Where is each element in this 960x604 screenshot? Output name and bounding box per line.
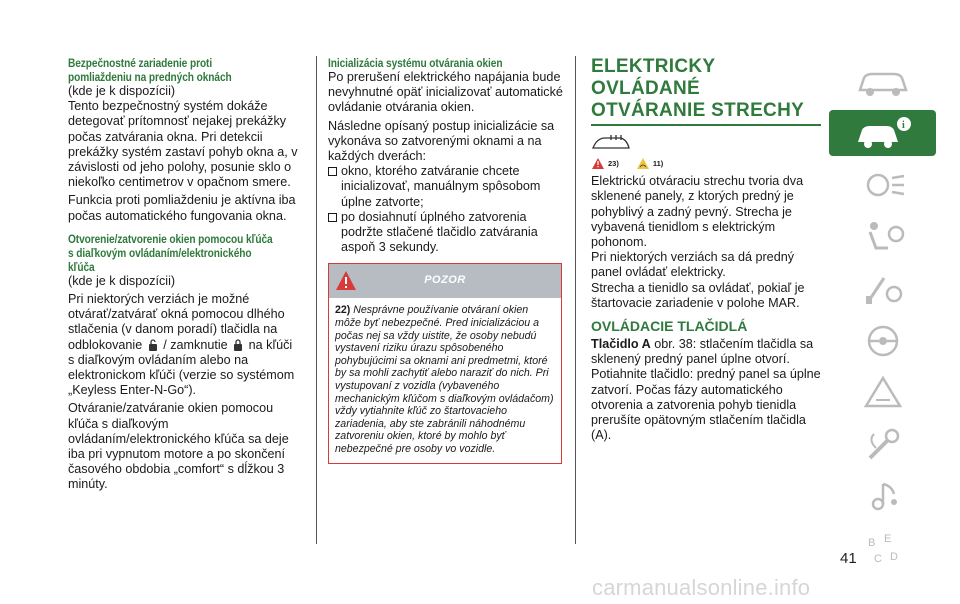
column-1	[68, 56, 300, 493]
list-item: okno, ktorého zatváranie chcete inicializovať, manuálnym spôsobom úplne zatvorte;	[328, 164, 564, 210]
sidebar-item-maintenance[interactable]	[829, 422, 936, 468]
subheading-buttons: OVLÁDACIE TLAČIDLÁ	[591, 318, 748, 335]
airbag-seat-icon	[854, 218, 912, 256]
car-info-icon	[854, 114, 912, 152]
reference-row	[591, 156, 821, 171]
column-divider-1	[316, 56, 317, 544]
warning-text: 22) Nesprávne používanie otváraní okien môže byť nebezpečné. Pred inicializáciou a počas nej sa vždy uistite, že osoby nebudú vystavení riziku úrazu spôsobeného pohybujúcimi sa oknami ani predmetmi, ktoré by sa mohli zachytiť alebo naraziť do nich. Pri vystupovaní z vozidla (vybaveného mechanickým kľúčom s diaľkovým ovládačom) vždy vytiahnite kľúč zo štartovacieho zariadenia, aby ste zabránili náhodnému zatvoreniu okien, ktoré by mohlo byť nebezpečné pre osoby vo vozidle.	[335, 304, 554, 455]
column-3	[591, 56, 821, 443]
svg-text:E: E	[883, 533, 891, 545]
bullet-icon	[328, 167, 337, 176]
feature-icon-row	[591, 132, 821, 152]
section-title: ELEKTRICKY OVLÁDANÉ OTVÁRANIE STRECHY	[591, 56, 805, 121]
warning-header	[329, 264, 561, 298]
sidebar-item-emergency[interactable]	[829, 370, 936, 416]
heading-window-init: Inicializácia systému otvárania okien	[328, 56, 503, 70]
column-2	[328, 56, 564, 464]
sidebar-item-car-info[interactable]	[829, 110, 936, 156]
steering-wheel-icon	[854, 322, 912, 360]
sidebar-item-multimedia[interactable]	[829, 474, 936, 520]
sidebar-item-lights[interactable]	[829, 162, 936, 208]
heading-anti-pinch: Bezpečnostné zariadenie proti pomliaždeniu na predných oknách	[68, 56, 232, 84]
warning-box	[328, 263, 562, 463]
svg-text:C: C	[873, 553, 882, 565]
heading-key-windows: Otvorenie/zatvorenie okien pomocou kľúča s diaľkovým ovládaním/elektronického kľúča	[68, 231, 273, 274]
warning-label: POZOR	[424, 274, 466, 287]
multimedia-icon	[854, 478, 912, 516]
paragraph-button-a-close: Potiahnite tlačidlo: predný panel sa úplne zatvorí. Počas fázy automatického otvorenia a zatvorenia pohyb tienidla prerušíte opätovným stlačením tlačidla (A).	[591, 367, 821, 443]
sunroof-icon	[591, 132, 631, 152]
watermark: carmanualsonline.info	[592, 575, 811, 600]
unlock-icon	[148, 339, 158, 351]
bullet-icon	[328, 213, 337, 222]
availability-note: (kde je k dispozícii)	[68, 84, 176, 98]
paragraph-button-a: Tlačidlo A obr. 38: stlačením tlačidla sa sklenený predný panel úplne otvorí.	[591, 337, 814, 367]
paragraph-key-windows-conditions: Otváranie/zatváranie okien pomocou kľúča s diaľkovým ovládaním/elektronického kľúča sa deje iba pri vypnutom motore a po skončení časového obdobia „comfort“ s dĺžkou 3 minúty.	[68, 401, 289, 492]
availability-note-2: (kde je k dispozícii)	[68, 273, 176, 288]
svg-text:B: B	[867, 537, 875, 549]
svg-text:D: D	[889, 551, 898, 563]
page-number: 41	[840, 550, 857, 567]
caution-triangle-icon	[636, 157, 650, 170]
paragraph-roof-3: Strecha a tienidlo sa ovládať, pokiaľ je štartovacie zariadenie v polohe MAR.	[591, 280, 805, 310]
paragraph-anti-pinch-active: Funkcia proti pomliaždeniu je aktívna iba počas automatického fungovania okna.	[68, 193, 296, 223]
svg-text:i: i	[901, 120, 905, 131]
index-letters-icon	[854, 530, 912, 568]
lock-icon	[233, 339, 243, 351]
paragraph-key-windows: Pri niektorých verziách je možné otvárať/zatvárať okná pomocou dlhého stlačenia (v danom poradí) tlačidla na odblokovanie / zamknutie na kľúči s diaľkovým ovládaním alebo na elektronickom kľúči (verzie so systémom „Keyless Enter-N-Go“).	[68, 292, 295, 398]
wrench-icon	[854, 426, 912, 464]
paragraph-init-2: Následne opísaný postup inicializácie sa vykonáva so zatvorenými oknami a na každých dverách:	[328, 118, 555, 164]
sidebar-item-airbag[interactable]	[829, 214, 936, 260]
warning-road-icon	[854, 374, 912, 412]
tools-icon	[854, 270, 912, 308]
caution-ref: 11)	[652, 159, 664, 168]
sidebar-item-dashboard[interactable]	[829, 58, 936, 104]
paragraph-roof-1: Elektrickú otváraciu strechu tvoria dva sklenené panely, z ktorých predný je pohyblivý a zadný pevný. Strecha je vybavená tienidlom s elektrickým pohonom.	[591, 174, 804, 250]
paragraph-init-1: Po prerušení elektrického napájania bude nevyhnutné opäť inicializovať automatické ovládanie otvárania okien.	[328, 70, 563, 115]
lights-icon	[854, 166, 912, 204]
paragraph-anti-pinch: Tento bezpečnostný systém dokáže detegovať prítomnosť nejakej prekážky počas zatvárania okna. Pri detekcii prekážky systém zastaví pohyb okna a, v závislosti od jeho polohy, posunie sklo o niekoľko centimetrov v opačnom smere.	[68, 99, 298, 190]
sidebar-item-steering[interactable]	[829, 318, 936, 364]
paragraph-roof-2: Pri niektorých verziách sa dá predný panel ovládať elektricky.	[591, 250, 794, 280]
list-item: po dosiahnutí úplného zatvorenia podržte stlačené tlačidlo zatvárania aspoň 3 sekundy.	[328, 210, 564, 256]
sidebar-item-tools[interactable]	[829, 266, 936, 312]
car-dashboard-icon	[854, 62, 912, 100]
warning-ref: 23)	[608, 159, 619, 168]
chapter-sidebar	[829, 58, 936, 578]
title-underline	[591, 124, 821, 126]
warning-triangle-icon	[591, 157, 605, 170]
column-divider-2	[575, 56, 576, 544]
